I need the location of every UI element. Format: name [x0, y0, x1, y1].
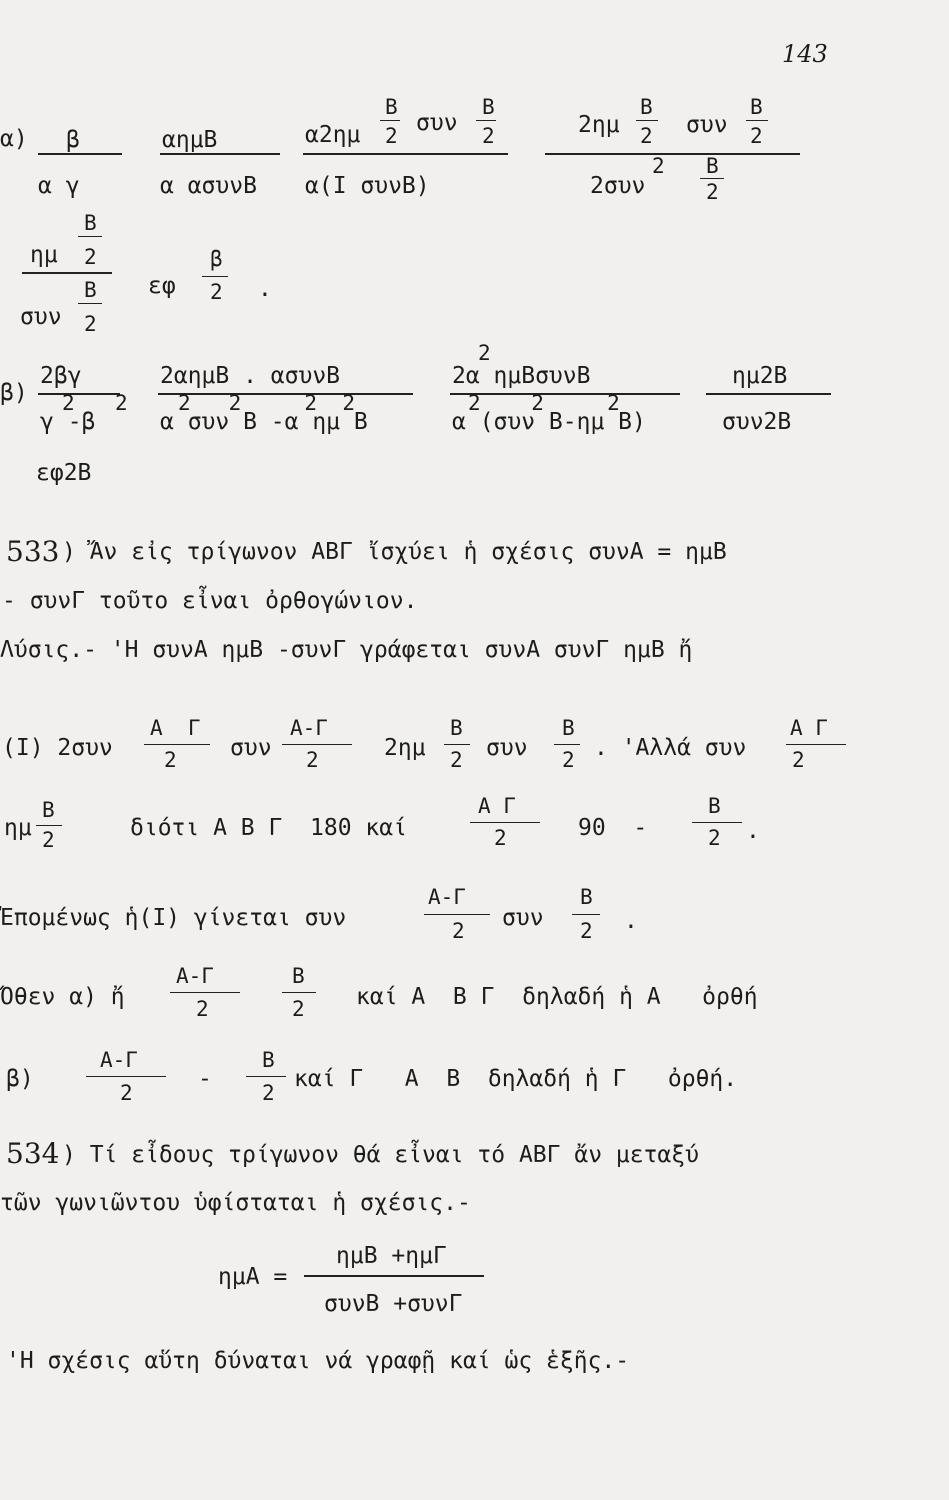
beta-f2-exponents: 2 2 2 2	[178, 391, 356, 415]
problem-533-number: 533	[6, 535, 60, 568]
eq-i-b: Α-Γ	[290, 716, 328, 740]
ep-b: Β	[580, 885, 593, 909]
r2-text: διότι Α Β Γ 180 καί	[130, 815, 407, 841]
b-2: 2	[120, 1081, 133, 1105]
alpha-f4-num-2b: 2	[750, 124, 763, 148]
beta-f4-denominator: συν2B	[722, 409, 792, 435]
alpha-f1-denominator: α γ	[38, 173, 80, 199]
problem-534-bar	[304, 1275, 484, 1277]
oth-2b: 2	[292, 997, 305, 1021]
eq-i-syn: συν	[230, 735, 272, 761]
alpha-f3-mini-bar-2	[476, 120, 496, 121]
beta-f4-bar	[706, 393, 831, 395]
alpha-f4-b1: B	[640, 95, 653, 119]
alpha-f3-mini-bar-1	[380, 120, 400, 121]
eq-i-syn2: συν	[486, 735, 528, 761]
problem-533-line-1: ) Ἄν εἰς τρίγωνον ΑΒΓ ἴσχύει ἡ σχέσις συνΑ = ημΒ	[62, 539, 727, 565]
beta-f3-denominator: α (συν B-ημ B)	[452, 409, 646, 435]
r2-2c: 2	[708, 826, 721, 850]
alpha-r2-small-bar	[202, 276, 228, 277]
b-ag: Α-Γ	[100, 1048, 138, 1072]
eq-i-d: Β	[562, 716, 575, 740]
alpha-f4-square: 2	[652, 154, 665, 178]
eq-i-2b: 2	[306, 748, 319, 772]
problem-534-denominator: συνΒ +συνΓ	[324, 1291, 463, 1317]
problem-533-line-2: - συνΓ τοῦτο εἶναι ὀρθογώνιον.	[2, 588, 418, 614]
alpha-label: α)	[0, 126, 28, 152]
problem-534-number: 534	[6, 1137, 60, 1170]
problem-534-line-1: ) Τί εἶδους τρίγωνον θά εἶναι τό ΑΒΓ ἄν μεταξύ	[62, 1142, 699, 1168]
alpha-f4-mini-bar-1	[636, 120, 658, 121]
b-minus: -	[198, 1066, 212, 1092]
ep-ag: Α-Γ	[428, 885, 466, 909]
alpha-r2-denominator: συν	[20, 304, 62, 330]
r2-end: .	[746, 818, 760, 844]
alpha-f4-num-2a: 2	[640, 124, 653, 148]
r2-ag: Α Γ	[478, 794, 516, 818]
ep-syn: συν	[502, 905, 544, 931]
alpha-f3-num-a: α2ημ	[305, 122, 361, 148]
alpha-r2-two: 2	[210, 280, 223, 304]
eq-i-2c: 2	[450, 748, 463, 772]
r2-bar-b	[36, 825, 62, 826]
beta-f4-numerator: ημ2B	[732, 363, 788, 389]
alpha-f3-num-2b: 2	[482, 124, 495, 148]
b-text: καί Γ Α Β δηλαδή ἡ Γ ὀρθή.	[294, 1066, 738, 1092]
alpha-f3-b2: B	[482, 95, 495, 119]
oth-bar-ag	[170, 992, 240, 993]
beta-f1-exp-1: 2	[62, 391, 75, 415]
eq-i-2d: 2	[562, 748, 575, 772]
problem-534-line-2: τῶν γωνιῶντου ὑφίσταται ἡ σχέσις.-	[0, 1190, 471, 1216]
alpha-f4-num-a: 2ημ	[578, 112, 620, 138]
ep-dot: .	[624, 908, 638, 934]
r2-2: 2	[42, 828, 55, 852]
alpha-f4-b2: B	[750, 95, 763, 119]
problem-533-solution: Λύσις.- 'Η συνΑ ημΒ -συνΓ γράφεται συνΑ συνΓ ημΒ ἤ	[0, 637, 693, 663]
alpha-f3-b1: B	[385, 95, 398, 119]
eq-i-bar-b	[282, 744, 352, 745]
alpha-f1-numerator: β	[66, 127, 80, 153]
beta-f3-numerator: 2α ημBσυνB	[452, 363, 591, 389]
eq-i-e: Α Γ	[790, 716, 828, 740]
eq-i-bar-a	[144, 744, 210, 745]
alpha-f4-den-b: B	[706, 154, 719, 178]
eq-i-a: Α Γ	[150, 716, 201, 740]
alpha-f4-denominator: 2συν	[590, 173, 646, 199]
eq-i-alla: . 'Αλλά συν	[594, 735, 747, 761]
r2-90: 90 -	[578, 815, 648, 841]
beta-f2-denominator: α συν B -α ημ B	[160, 409, 368, 435]
page-number: 143	[782, 40, 828, 68]
eq-i-2a: 2	[164, 748, 177, 772]
beta-f1-denominator: γ -β	[40, 409, 96, 435]
oth-text: καί Α Β Γ δηλαδή ἡ Α ὀρθή	[356, 984, 758, 1010]
ep-2b: 2	[580, 919, 593, 943]
alpha-r2-den-b: B	[84, 278, 97, 302]
problem-534-numerator: ημΒ +ημΓ	[336, 1243, 447, 1269]
eq-i-label: (I) 2συν	[2, 735, 113, 761]
ep-bar-b	[572, 914, 600, 915]
alpha-r2-mini-bar-1	[78, 236, 102, 237]
beta-label: β)	[0, 380, 28, 406]
alpha-f4-den-mini-bar	[700, 178, 724, 179]
beta-f2-numerator: 2αημB . ασυνB	[160, 363, 341, 389]
b-bar-ag	[86, 1076, 166, 1077]
eq-i-bar-d	[554, 744, 580, 745]
b-2b: 2	[262, 1081, 275, 1105]
alpha-f4-bar	[545, 153, 800, 155]
alpha-r2-mini-bar-2	[78, 303, 102, 304]
epomenos-text: Ἐπομένως ἡ(I) γίνεται συν	[0, 905, 347, 931]
b-b: Β	[262, 1048, 275, 1072]
alpha-r2-beta: β	[210, 247, 223, 271]
alpha-f2-denominator: α ασυνB	[160, 173, 257, 199]
alpha-r2-b: B	[84, 211, 97, 235]
problem-534-last-line: 'Η σχέσις αὕτη δύναται νά γραφῇ καί ὡς ἑξῆς.-	[6, 1348, 630, 1374]
beta-f3-exponents: 2 2 2	[468, 391, 620, 415]
alpha-f3-num-b: συν	[416, 110, 458, 136]
alpha-f3-bar	[303, 153, 508, 155]
beta-f1-bar	[38, 393, 120, 395]
beta-f3-sup: 2	[478, 341, 491, 365]
alpha-f2-numerator: αημB	[162, 127, 218, 153]
alpha-r2-bar	[22, 272, 112, 274]
r2-hm: ημ	[4, 815, 32, 841]
oth-ag: Α-Γ	[176, 964, 214, 988]
beta-f1-numerator: 2βγ	[40, 363, 82, 389]
eq-i-bar-e	[786, 744, 846, 745]
beta-result: εφ2B	[36, 460, 92, 486]
eq-i-c: Β	[450, 716, 463, 740]
problem-534-lhs: ημΑ =	[218, 1264, 288, 1290]
alpha-f3-denominator: α(I συνB)	[305, 173, 430, 199]
ep-bar-ag	[424, 914, 490, 915]
othen-text: Ὅθεν α) ἤ	[0, 984, 125, 1010]
eq-i-hm: 2ημ	[384, 735, 426, 761]
alpha-f4-mini-bar-2	[746, 120, 768, 121]
alpha-f3-num-2a: 2	[385, 124, 398, 148]
oth-bar-b	[282, 992, 316, 993]
alpha-r2-ef: εφ	[148, 273, 176, 299]
b-bar-b	[246, 1076, 286, 1077]
r2-bar-ag	[470, 822, 540, 823]
alpha-r2-dot: .	[258, 276, 272, 302]
oth-2: 2	[196, 997, 209, 1021]
r2-b2: Β	[708, 794, 721, 818]
r2-bar-b2	[692, 822, 742, 823]
r2-2b: 2	[494, 826, 507, 850]
b-label: β)	[6, 1066, 34, 1092]
alpha-r2-num-2: 2	[84, 245, 97, 269]
alpha-r2-den-2: 2	[84, 312, 97, 336]
oth-b: Β	[292, 964, 305, 988]
beta-f1-exp-2: 2	[115, 391, 128, 415]
ep-2: 2	[452, 919, 465, 943]
alpha-f1-bar	[38, 153, 122, 155]
eq-i-bar-c	[444, 744, 470, 745]
alpha-f4-num-b: συν	[686, 112, 728, 138]
alpha-f4-den-2: 2	[706, 180, 719, 204]
alpha-r2-numerator: ημ	[30, 242, 58, 268]
eq-i-2e: 2	[792, 748, 805, 772]
alpha-f2-bar	[160, 153, 280, 155]
r2-b: Β	[42, 798, 55, 822]
